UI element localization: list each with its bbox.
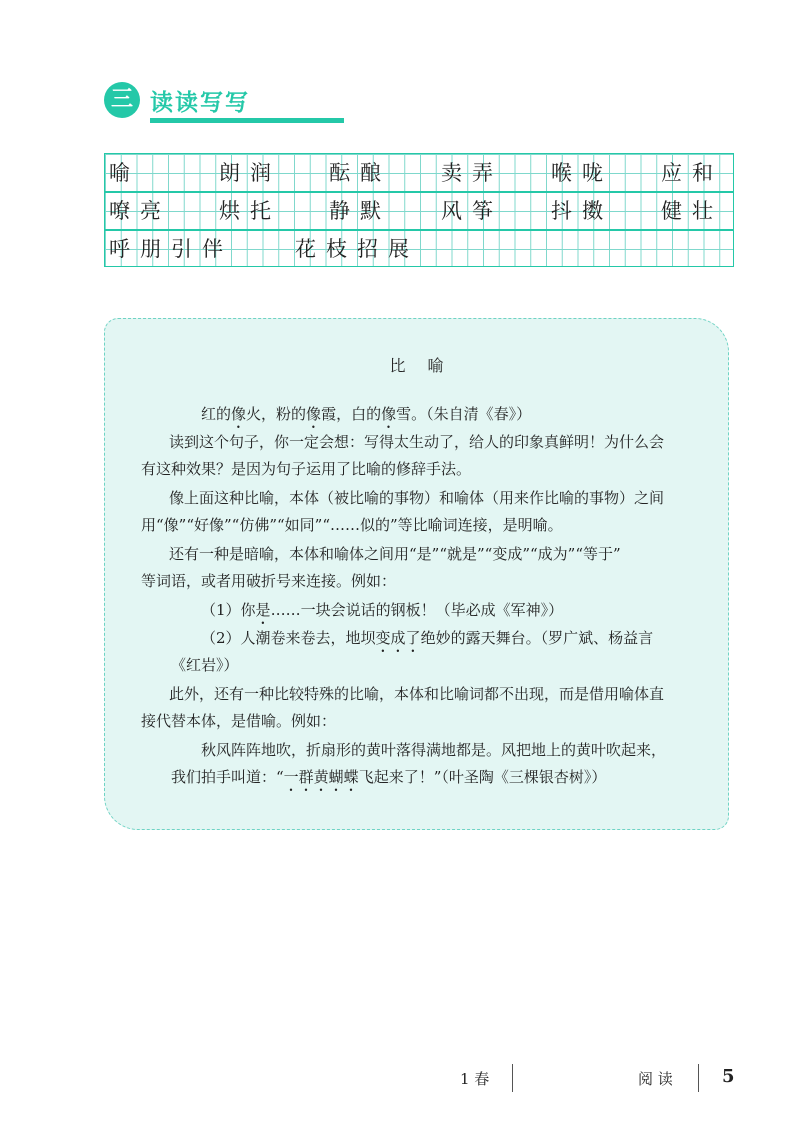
section-title-underline <box>150 118 344 123</box>
category-label: 阅 读 <box>638 1070 673 1088</box>
example-line: （2）人潮卷来卷去，地坝变成了绝妙的露天舞台。（罗广斌、杨益言 <box>201 629 654 647</box>
box-title: 比喻 <box>389 356 466 375</box>
paragraph-line: 用“像”“好像”“仿佛”“如同”“……似的”等比喻词连接，是明喻。 <box>141 516 563 534</box>
grid-word: 静默 <box>329 199 391 223</box>
grid-word: 卖弄 <box>441 161 503 185</box>
grid-word: 朗润 <box>219 161 281 185</box>
quote-line: 红的像火，粉的像霞，白的像雪。（朱自清《春》） <box>201 405 532 423</box>
grid-word: 花枝招展 <box>295 237 419 261</box>
grid-word: 烘托 <box>219 199 281 223</box>
lesson-label: 1 春 <box>460 1070 490 1088</box>
paragraph-line: 像上面这种比喻，本体（被比喻的事物）和喻体（用来作比喻的事物）之间 <box>169 489 665 507</box>
paragraph-line: 读到这个句子，你一定会想：写得太生动了，给人的印象真鲜明！为什么会 <box>169 433 665 451</box>
example-line: 我们拍手叫道：“一群黄蝴蝶飞起来了！”（叶圣陶《三棵银杏树》） <box>171 768 607 786</box>
metaphor-info-box <box>104 318 729 830</box>
character-grid <box>104 153 734 267</box>
footer-divider <box>698 1064 699 1092</box>
grid-row-1 <box>105 154 733 192</box>
paragraph-line: 有这种效果？是因为句子运用了比喻的修辞手法。 <box>141 460 472 478</box>
grid-word: 喉咙 <box>551 161 613 185</box>
footer-divider <box>512 1064 513 1092</box>
example-line: （1）你是……一块会说话的钢板！（毕必成《军神》） <box>201 601 564 619</box>
paragraph-line: 此外，还有一种比较特殊的比喻，本体和比喻词都不出现，而是借用喻体直 <box>169 685 665 703</box>
paragraph-line: 接代替本体，是借喻。例如： <box>141 712 337 730</box>
page-footer <box>0 1060 800 1100</box>
grid-word: 风筝 <box>441 199 503 223</box>
grid-word: 抖擞 <box>551 199 613 223</box>
example-line: 《红岩》） <box>171 656 239 674</box>
example-line: 秋风阵阵地吹，折扇形的黄叶落得满地都是。风把地上的黄叶吹起来， <box>201 741 667 759</box>
grid-word: 应和 <box>661 161 723 185</box>
page-number: 5 <box>722 1066 735 1087</box>
paragraph-line: 还有一种是暗喻，本体和喻体之间用“是”“就是”“变成”“成为”“等于” <box>169 545 621 563</box>
grid-word: 酝酿 <box>329 161 391 185</box>
grid-word: 喻 <box>109 161 140 185</box>
paragraph-line: 等词语，或者用破折号来连接。例如： <box>141 572 397 590</box>
grid-word: 呼朋引伴 <box>109 237 233 261</box>
section-number-badge: 三 <box>104 82 140 118</box>
grid-row-3 <box>105 230 733 268</box>
section-title: 读读写写 <box>150 90 250 116</box>
grid-row-2 <box>105 192 733 230</box>
grid-word: 嘹亮 <box>109 199 171 223</box>
grid-word: 健壮 <box>661 199 723 223</box>
